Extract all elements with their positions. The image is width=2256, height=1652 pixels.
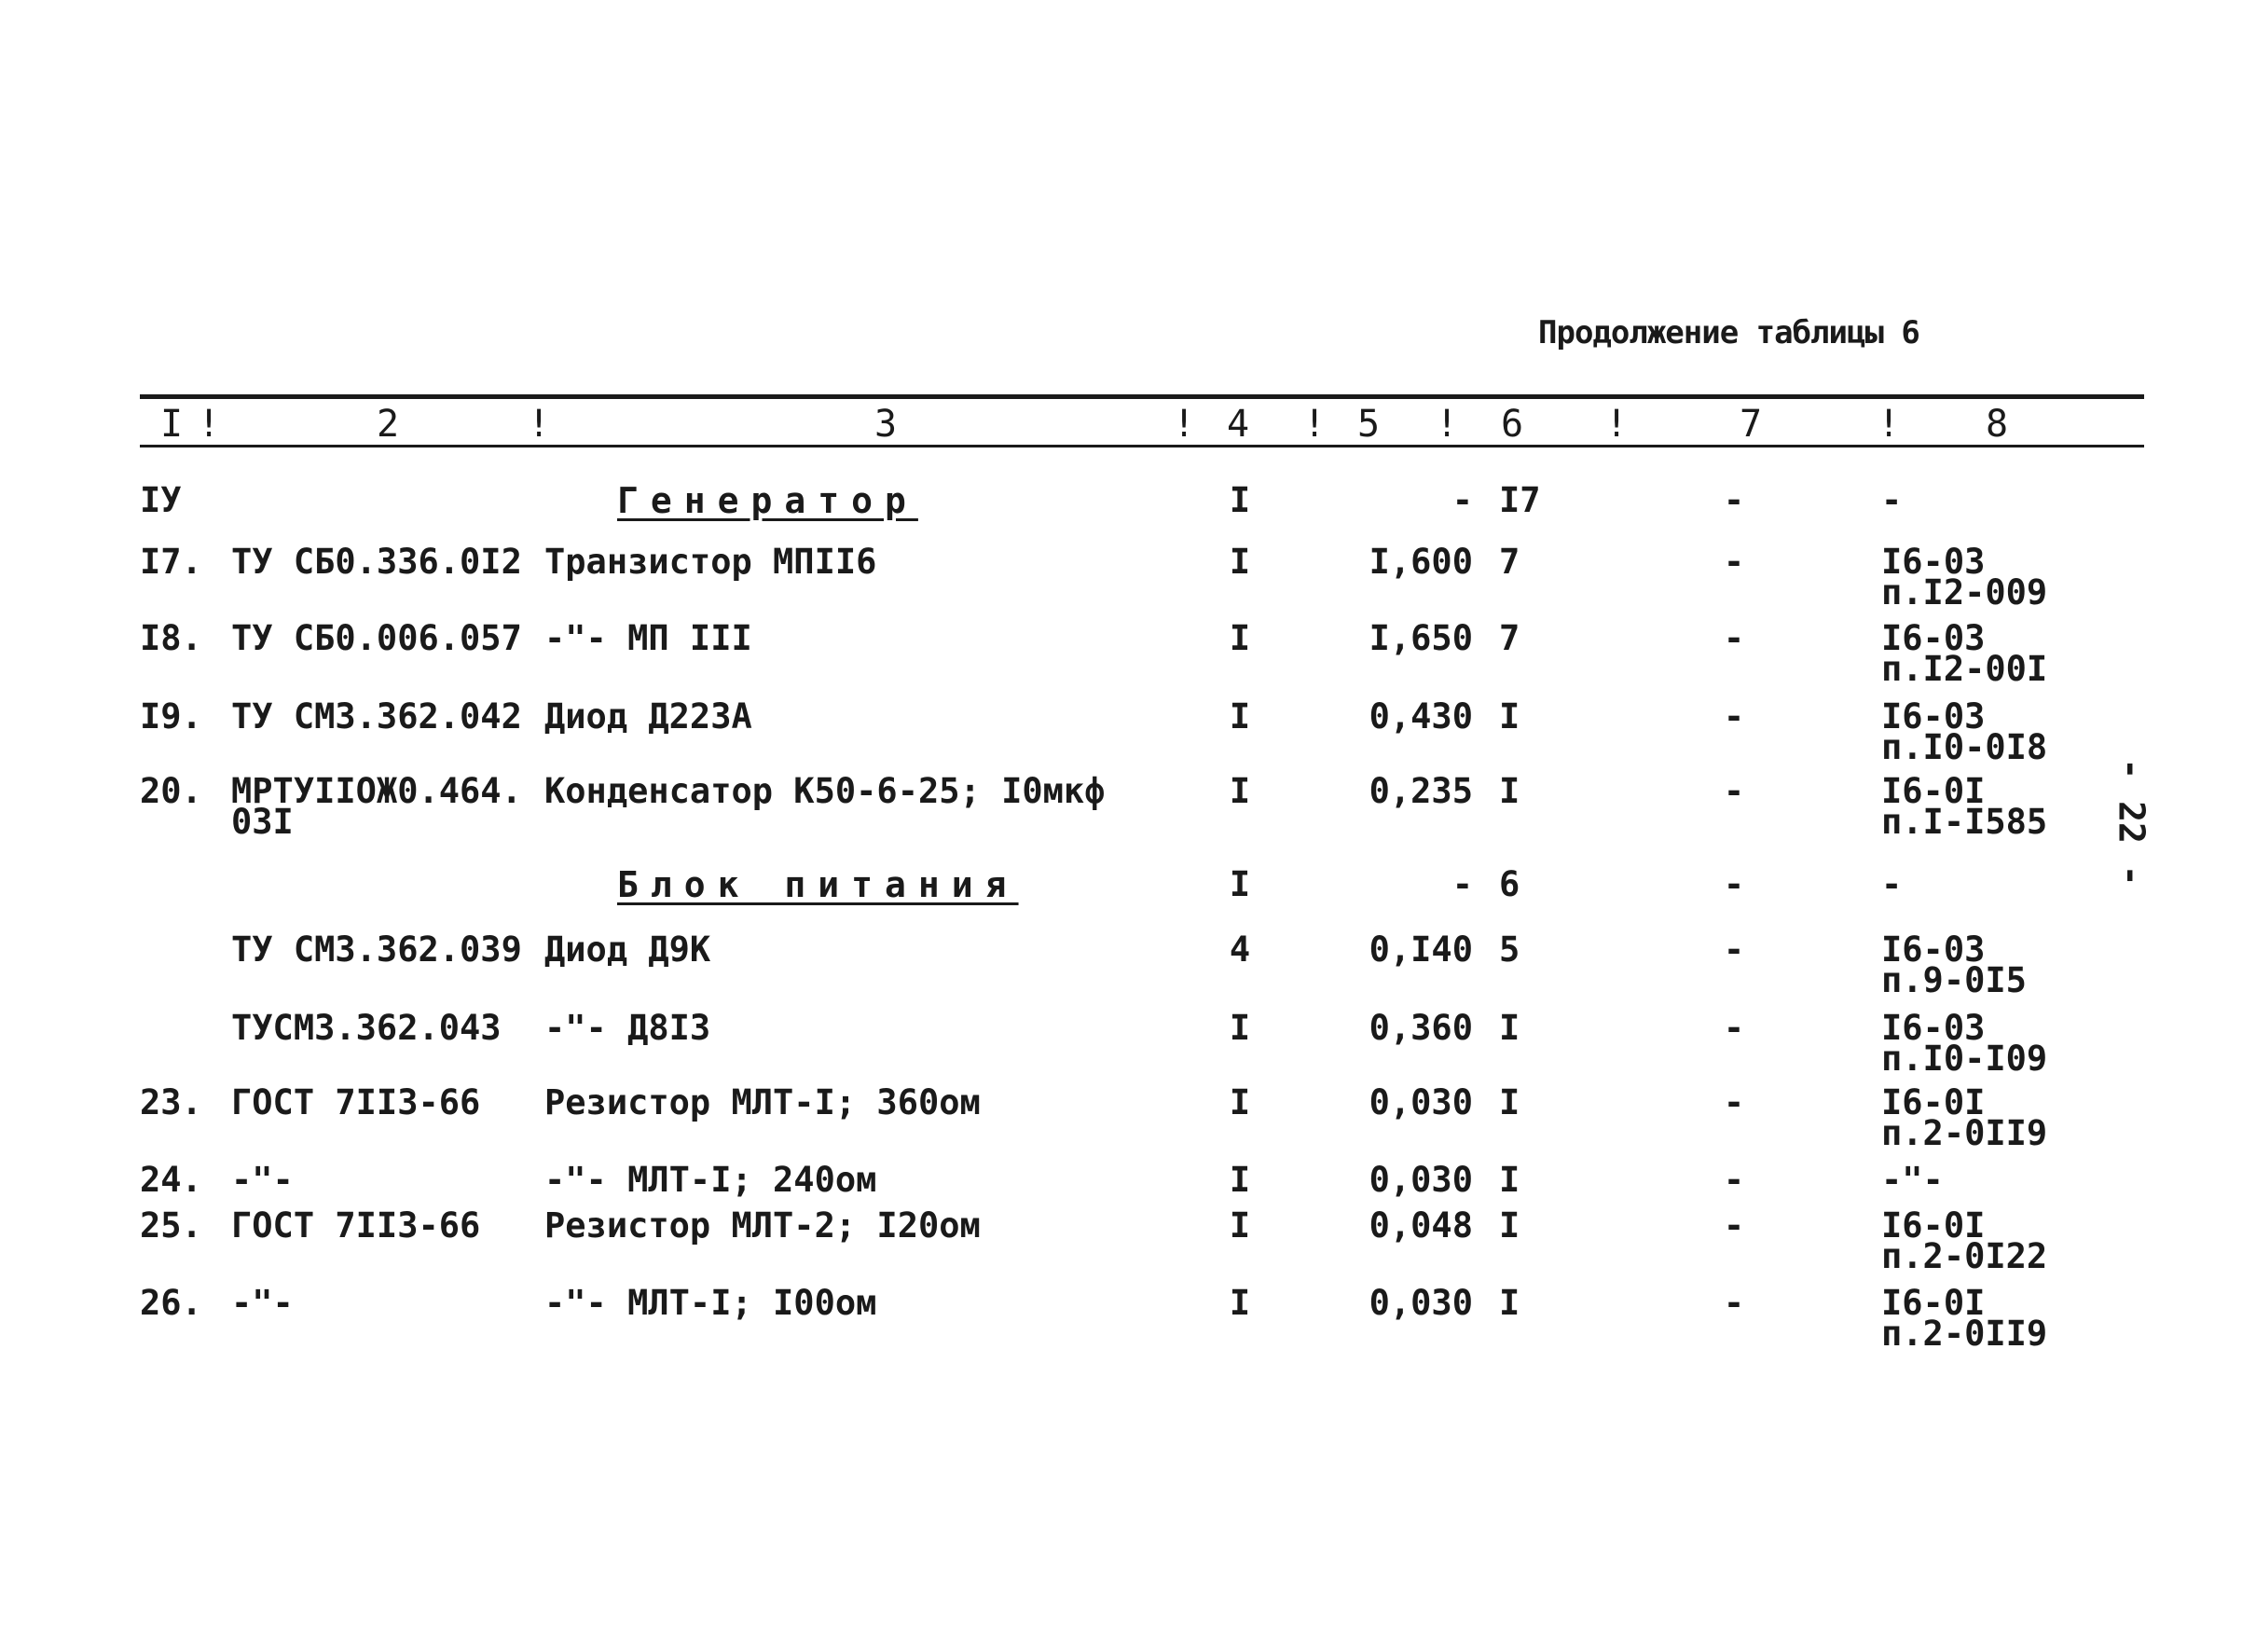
table-row: [0, 696, 2256, 776]
name-cell: -"- МЛТ-I; 240ом: [544, 1160, 877, 1200]
mass-cell: -: [1451, 480, 1473, 520]
section-title: Блок питания: [617, 864, 1019, 905]
name-cell: -"- МП III: [544, 618, 752, 658]
header-separator: !: [198, 403, 221, 446]
quantity-cell: I: [1229, 771, 1251, 811]
reference-cell: I6-0I: [1881, 1205, 1986, 1246]
reference-item-cell: п.I0-0I8: [1881, 727, 2048, 767]
col6-cell: 6: [1499, 864, 1520, 904]
quantity-cell: I: [1229, 618, 1251, 658]
header-col-7: 7: [1740, 403, 1763, 446]
document-cell: -"-: [231, 1283, 294, 1323]
reference-item-cell: п.I0-I09: [1881, 1039, 2048, 1079]
reference-item-cell: п.9-0I5: [1881, 960, 2027, 1000]
name-cell: Резистор МЛТ-I; 360ом: [544, 1082, 981, 1122]
col6-cell: 7: [1499, 542, 1520, 582]
name-cell: Диод Д9К: [544, 929, 711, 970]
col7-cell: -: [1723, 929, 1745, 970]
header-separator: !: [1173, 403, 1196, 446]
quantity-cell: I: [1229, 696, 1251, 737]
document-cell: -"-: [231, 1160, 294, 1200]
name-cell: -"- МЛТ-I; I00ом: [544, 1283, 877, 1323]
reference-cell: -: [1881, 480, 1903, 520]
name-cell: -"- Д8I3: [544, 1008, 711, 1048]
row-number: 25.: [140, 1205, 202, 1246]
quantity-cell: I: [1229, 1283, 1251, 1323]
row-number: 20.: [140, 771, 202, 811]
section-title: Генератор: [617, 480, 918, 521]
mass-cell: 0,030: [1369, 1082, 1473, 1122]
row-number: 26.: [140, 1283, 202, 1323]
reference-cell: I6-0I: [1881, 771, 1986, 811]
row-number: 24.: [140, 1160, 202, 1200]
mass-cell: 0,030: [1369, 1160, 1473, 1200]
document-cell: ГОСТ 7II3-66: [231, 1205, 481, 1246]
table-row: [0, 771, 2256, 850]
reference-cell: -"-: [1881, 1160, 1944, 1200]
reference-cell: I6-03: [1881, 542, 1986, 582]
row-number: I9.: [140, 696, 202, 737]
header-separator: !: [1436, 403, 1459, 446]
table-row: [0, 1205, 2256, 1285]
header-col-2: 2: [377, 403, 400, 446]
header-col-6: 6: [1501, 403, 1524, 446]
table-row: [0, 1283, 2256, 1362]
name-cell: Конденсатор К50-6-25; I0мкф: [544, 771, 1106, 811]
reference-cell: -: [1881, 864, 1903, 904]
col7-cell: -: [1723, 696, 1745, 737]
header-col-4: 4: [1227, 403, 1250, 446]
mass-cell: 0,048: [1369, 1205, 1473, 1246]
reference-cell: I6-03: [1881, 1008, 1986, 1048]
reference-cell: I6-03: [1881, 618, 1986, 658]
header-separator: !: [528, 403, 551, 446]
page-number: - 22 -: [2111, 758, 2153, 887]
quantity-cell: 4: [1229, 929, 1251, 970]
col6-cell: I: [1499, 771, 1520, 811]
col7-cell: -: [1723, 542, 1745, 582]
mass-cell: -: [1451, 864, 1473, 904]
col6-cell: I: [1499, 1082, 1520, 1122]
quantity-cell: I: [1229, 864, 1251, 904]
mass-cell: 0,I40: [1369, 929, 1473, 970]
quantity-cell: I: [1229, 1205, 1251, 1246]
col7-cell: -: [1723, 864, 1745, 904]
document-cell: ТУСМ3.362.043: [231, 1008, 502, 1048]
mass-cell: I,650: [1369, 618, 1473, 658]
col7-cell: -: [1723, 1160, 1745, 1200]
mass-cell: 0,235: [1369, 771, 1473, 811]
document-cell: МРТУIIОЖ0.464.: [231, 771, 522, 811]
reference-item-cell: п.2-0I22: [1881, 1236, 2048, 1276]
header-col-8: 8: [1986, 403, 2009, 446]
header-col-3: 3: [874, 403, 898, 446]
document-cell: ТУ СБ0.336.0I2: [231, 542, 522, 582]
header-separator: !: [1878, 403, 1901, 446]
table-row: [0, 1082, 2256, 1162]
mass-cell: 0,030: [1369, 1283, 1473, 1323]
mass-cell: I,600: [1369, 542, 1473, 582]
mass-cell: 0,430: [1369, 696, 1473, 737]
reference-item-cell: п.2-0II9: [1881, 1113, 2048, 1153]
col7-cell: -: [1723, 1082, 1745, 1122]
table-caption: Продолжение таблицы 6: [1538, 314, 1919, 351]
row-number: I8.: [140, 618, 202, 658]
col7-cell: -: [1723, 1205, 1745, 1246]
row-number: 23.: [140, 1082, 202, 1122]
reference-item-cell: п.2-0II9: [1881, 1314, 2048, 1354]
quantity-cell: I: [1229, 480, 1251, 520]
quantity-cell: I: [1229, 542, 1251, 582]
col6-cell: I: [1499, 1160, 1520, 1200]
col7-cell: -: [1723, 618, 1745, 658]
col6-cell: I7: [1499, 480, 1541, 520]
col6-cell: I: [1499, 1008, 1520, 1048]
col7-cell: -: [1723, 1283, 1745, 1323]
table-row: [0, 618, 2256, 697]
document-cell-continuation: 03I: [231, 802, 294, 842]
document-cell: ТУ СМ3.362.039: [231, 929, 522, 970]
document-cell: ГОСТ 7II3-66: [231, 1082, 481, 1122]
name-cell: Резистор МЛТ-2; I20ом: [544, 1205, 981, 1246]
header-col-1: I: [160, 403, 184, 446]
row-number: IУ: [140, 480, 182, 520]
name-cell: Диод Д223А: [544, 696, 752, 737]
quantity-cell: I: [1229, 1160, 1251, 1200]
reference-item-cell: п.I2-009: [1881, 572, 2048, 613]
col6-cell: I: [1499, 696, 1520, 737]
mass-cell: 0,360: [1369, 1008, 1473, 1048]
col6-cell: 7: [1499, 618, 1520, 658]
reference-cell: I6-0I: [1881, 1283, 1986, 1323]
reference-item-cell: п.I2-00I: [1881, 649, 2048, 689]
name-cell: Транзистор МПII6: [544, 542, 877, 582]
quantity-cell: I: [1229, 1008, 1251, 1048]
reference-cell: I6-03: [1881, 696, 1986, 737]
col6-cell: 5: [1499, 929, 1520, 970]
header-bottom-rule: [140, 445, 2144, 447]
document-cell: ТУ СБ0.006.057: [231, 618, 522, 658]
reference-cell: I6-03: [1881, 929, 1986, 970]
table-row: [0, 542, 2256, 621]
col7-cell: -: [1723, 480, 1745, 520]
table-row: [0, 1008, 2256, 1087]
table-row: [0, 929, 2256, 1009]
col7-cell: -: [1723, 1008, 1745, 1048]
row-number: I7.: [140, 542, 202, 582]
col7-cell: -: [1723, 771, 1745, 811]
reference-item-cell: п.I-I585: [1881, 802, 2048, 842]
header-separator: !: [1605, 403, 1629, 446]
header-separator: !: [1303, 403, 1327, 446]
col6-cell: I: [1499, 1283, 1520, 1323]
quantity-cell: I: [1229, 1082, 1251, 1122]
reference-cell: I6-0I: [1881, 1082, 1986, 1122]
col6-cell: I: [1499, 1205, 1520, 1246]
document-cell: ТУ СМ3.362.042: [231, 696, 522, 737]
header-col-5: 5: [1357, 403, 1381, 446]
header-top-rule: [140, 394, 2144, 399]
